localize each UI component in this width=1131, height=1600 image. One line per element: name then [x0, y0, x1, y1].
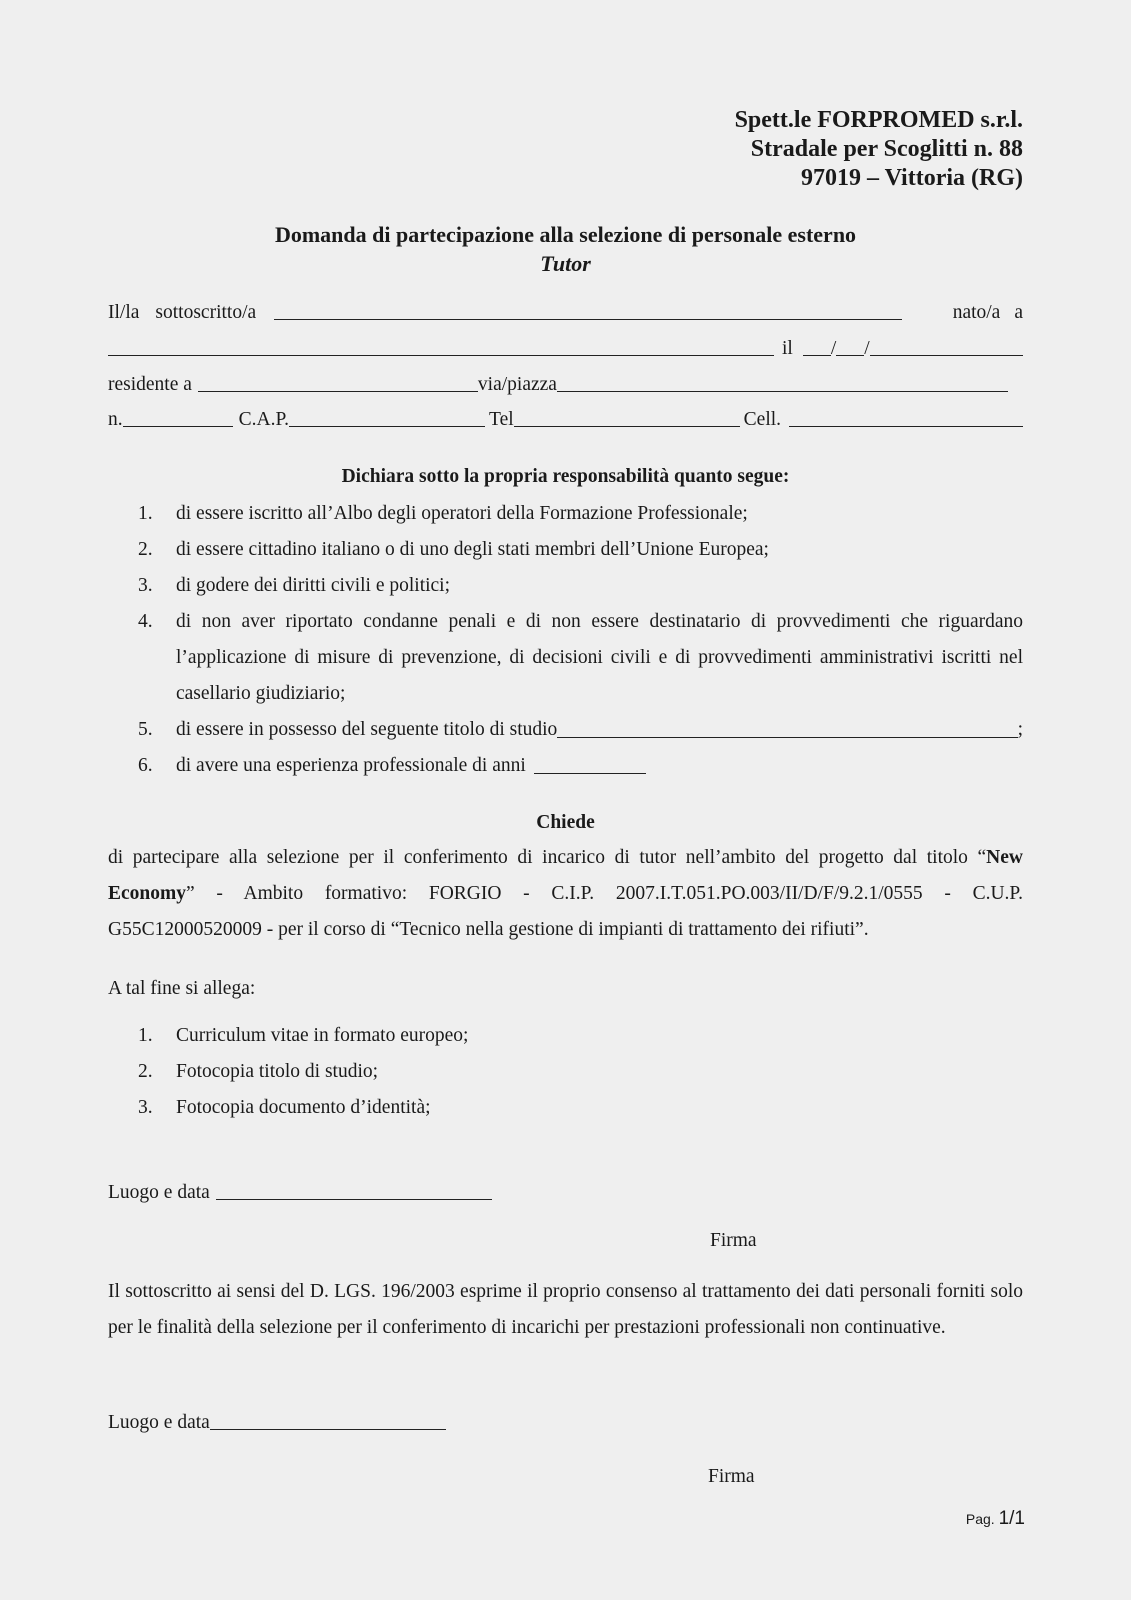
- place-date-row-2: [108, 1410, 508, 1434]
- item-suffix: ;: [1017, 719, 1023, 740]
- attachment-item: [138, 1018, 1023, 1054]
- item-text: di essere iscritto all’Albo degli operatori della Formazione Professionale;: [176, 503, 748, 524]
- attachment-item: [138, 1090, 1023, 1126]
- tel-label: Tel: [489, 409, 514, 430]
- item-text: di non aver riportato condanne penali e di non essere destinatario di provvedimenti che riguardano l’applicazione di misure di prevenzione, di decisioni civili e di provvedimenti amministrativi iscritti nel casellario giudiziario;: [176, 611, 1023, 704]
- item-number: 1.: [138, 1025, 153, 1046]
- cell-field[interactable]: [789, 426, 1023, 427]
- page-number: [966, 1508, 1025, 1530]
- declaration-item: [138, 604, 1023, 712]
- undersigned-label-2: sottoscritto/a: [155, 302, 257, 323]
- residence-city-field[interactable]: [198, 391, 478, 392]
- date-label: il: [782, 338, 793, 359]
- cell-label: Cell.: [743, 409, 782, 430]
- addressee-city: 97019 – Vittoria (RG): [801, 165, 1023, 191]
- born-label: nato/a: [952, 302, 1001, 323]
- privacy-paragraph: Il sottoscritto ai sensi del D. LGS. 196/2003 esprime il proprio consenso al trattamento dei dati personali forniti solo per le finalità della selezione per il conferimento di incarichi per prestazioni professionali non continuative.: [108, 1281, 1023, 1338]
- name-field[interactable]: [274, 319, 902, 320]
- item-text: di essere cittadino italiano o di uno degli stati membri dell’Unione Europea;: [176, 539, 769, 560]
- item-number: 6.: [138, 755, 153, 776]
- item-number: 2.: [138, 539, 153, 560]
- street-number-field[interactable]: [123, 426, 233, 427]
- birth-month-field[interactable]: [836, 355, 864, 356]
- number-label: n.: [108, 409, 123, 430]
- experience-years-field[interactable]: [534, 773, 646, 774]
- item-number: 1.: [138, 503, 153, 524]
- document-title: Domanda di partecipazione alla selezione di personale esterno: [274, 222, 857, 247]
- form-row-contacts: [108, 407, 1023, 431]
- degree-field[interactable]: [557, 737, 1017, 738]
- cap-label: C.A.P.: [238, 409, 290, 430]
- place-date-field-1[interactable]: [216, 1199, 492, 1200]
- item-number: 2.: [138, 1061, 153, 1082]
- street-field[interactable]: [557, 391, 1008, 392]
- page-number-value: 1/1: [998, 1508, 1025, 1529]
- declaration-item: [138, 748, 1023, 784]
- addressee-block: [735, 106, 1023, 193]
- declaration-item: [138, 532, 1023, 568]
- declaration-item: [138, 496, 1023, 532]
- addressee-street: Stradale per Scoglitti n. 88: [750, 136, 1023, 162]
- resident-label: residente a: [108, 374, 192, 395]
- born-label-2: a: [1014, 302, 1023, 323]
- birth-day-field[interactable]: [803, 355, 831, 356]
- declaration-item: [138, 568, 1023, 604]
- request-text-1: di partecipare alla selezione per il conferimento di incarico di tutor nell’ambito del progetto dal titolo “: [108, 847, 987, 868]
- item-number: 3.: [138, 575, 153, 596]
- item-text: di essere in possesso del seguente titolo di studio: [176, 719, 558, 740]
- page-prefix: Pag.: [965, 1511, 995, 1527]
- item-number: 3.: [138, 1097, 153, 1118]
- item-text-row: [176, 712, 1023, 748]
- form-row-birth: [108, 336, 1023, 360]
- addressee-company: Spett.le FORPROMED s.r.l.: [734, 107, 1023, 133]
- item-text: Curriculum vitae in formato europeo;: [176, 1025, 469, 1046]
- item-text: Fotocopia titolo di studio;: [176, 1061, 379, 1082]
- item-number: 4.: [138, 611, 153, 632]
- place-date-field-2[interactable]: [210, 1429, 446, 1430]
- birthplace-field[interactable]: [108, 355, 774, 356]
- item-text-row: [176, 748, 1023, 784]
- street-label: via/piazza: [477, 374, 557, 395]
- item-text: di avere una esperienza professionale di anni: [176, 755, 526, 776]
- signature-label-1: Firma: [710, 1230, 757, 1251]
- tel-field[interactable]: [514, 426, 740, 427]
- place-date-label: Luogo e data: [108, 1182, 210, 1203]
- date-separator: /: [864, 338, 870, 359]
- request-heading: Chiede: [536, 812, 595, 833]
- request-text-2: ” - Ambito formativo: FORGIO - C.I.P. 2007.I.T.051.PO.003/II/D/F/9.2.1/0555 - C.U.P. G55C12000520009 - per il corso di “Tecnico nella gestione di impianti di trattamento dei rifiuti”.: [108, 883, 1023, 940]
- form-row-undersigned: [108, 300, 1023, 324]
- cap-field[interactable]: [289, 426, 485, 427]
- form-row-residence: [108, 372, 1008, 396]
- birth-year-field[interactable]: [870, 355, 1023, 356]
- item-text: di godere dei diritti civili e politici;: [176, 575, 451, 596]
- attachment-item: [138, 1054, 1023, 1090]
- attachments-intro: A tal fine si allega:: [108, 978, 256, 999]
- document-subtitle: Tutor: [540, 251, 591, 276]
- item-number: 5.: [138, 719, 153, 740]
- place-date-row-1: [108, 1180, 508, 1204]
- project-name: New Economy: [108, 847, 1023, 904]
- request-paragraph: [108, 840, 1023, 948]
- declaration-item: [138, 712, 1023, 748]
- undersigned-label: Il/la: [108, 302, 140, 323]
- place-date-label: Luogo e data: [108, 1412, 210, 1433]
- signature-label-2: Firma: [708, 1466, 755, 1487]
- date-separator: /: [830, 338, 837, 359]
- item-text: Fotocopia documento d’identità;: [176, 1097, 431, 1118]
- declaration-heading: Dichiara sotto la propria responsabilità quanto segue:: [341, 466, 790, 487]
